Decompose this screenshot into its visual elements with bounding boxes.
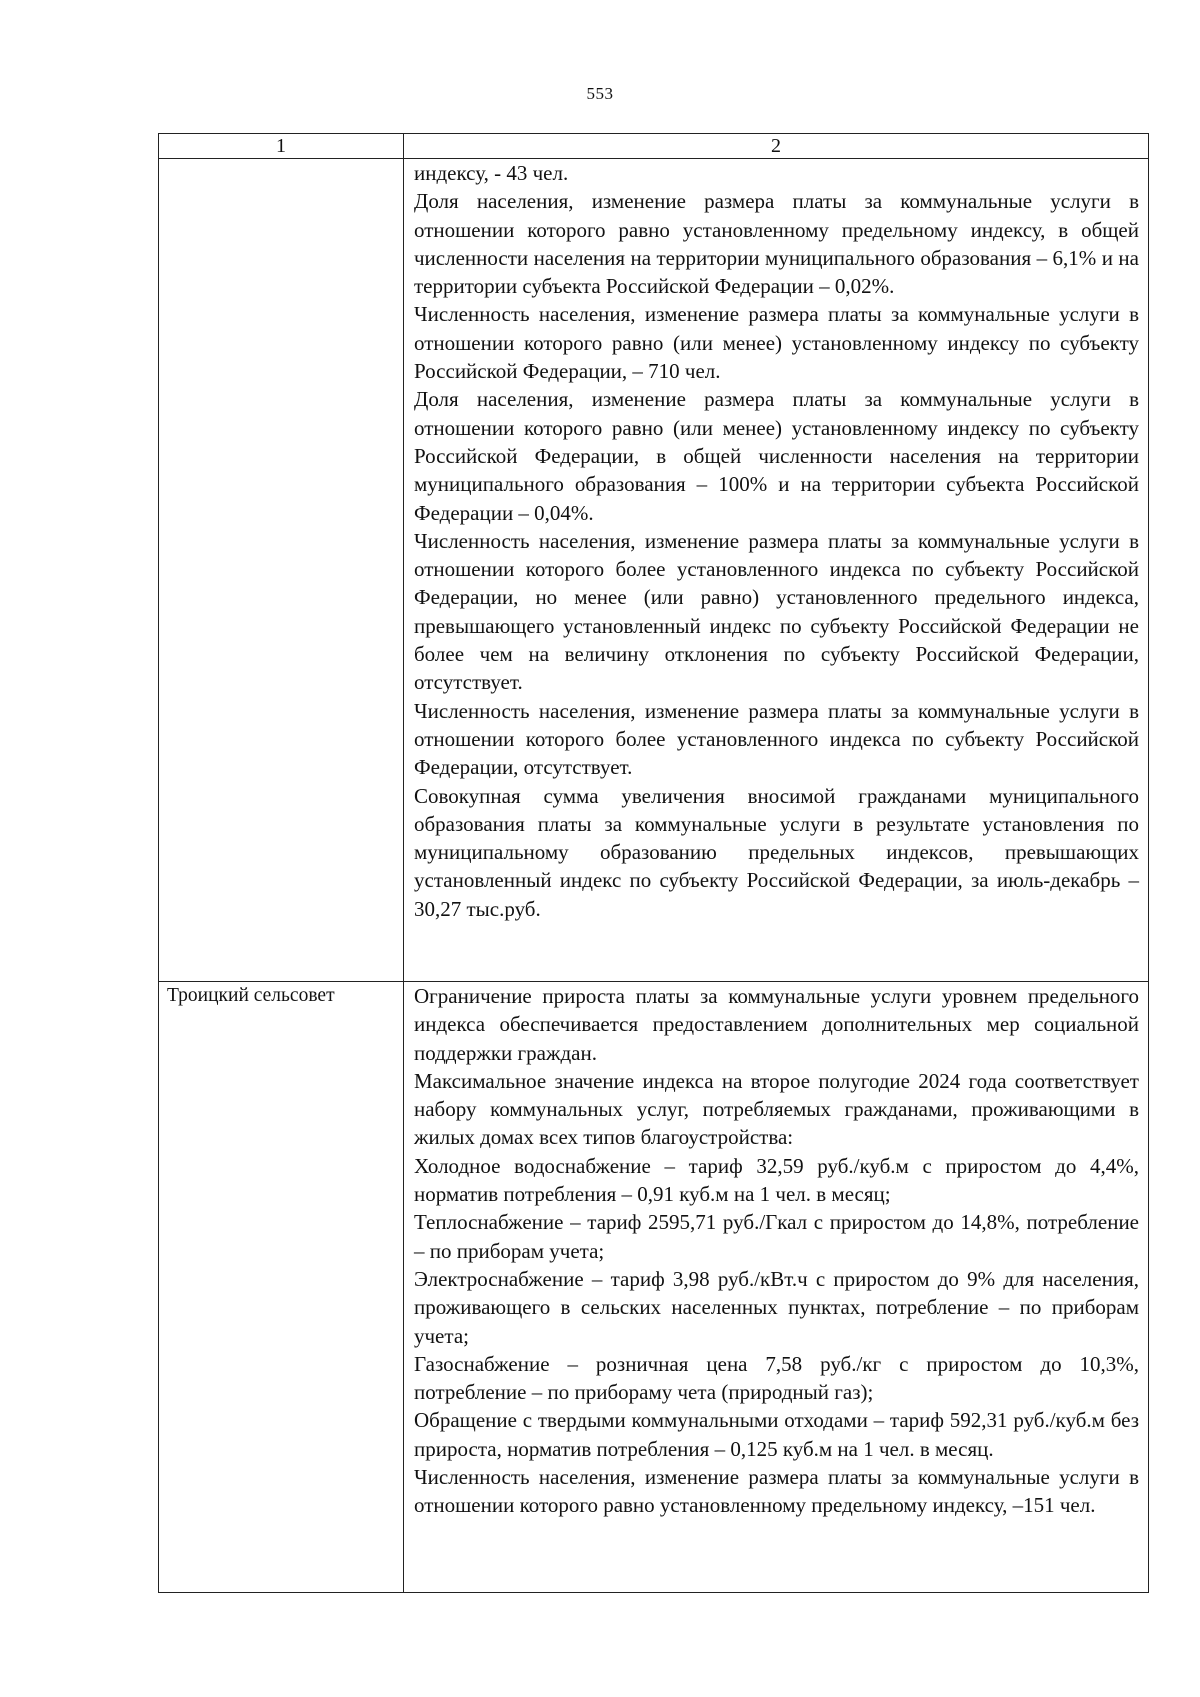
table-row [159,159,1149,982]
column-header-1: 1 [159,134,404,159]
paragraph: индексу, - 43 чел. [414,161,569,185]
description-cell [404,159,1149,982]
paragraph: Численность населения, изменение размера платы за коммунальные услуги в отношении которого равно (или менее) установленному индексу по субъекту Российской Федерации, – 710 чел. [414,302,1139,384]
table-row [159,982,1149,1593]
paragraph: Доля населения, изменение размера платы за коммунальные услуги в отношении которого равно установленному предельному индексу, в общей численности населения на территории муниципального образования – 6,1% и на территории субъекта Российской Федерации – 0,02%. [414,189,1139,299]
table-header-row [159,134,1149,159]
paragraph: Холодное водоснабжение – тариф 32,59 руб./куб.м с приростом до 4,4%, норматив потребления – 0,91 куб.м на 1 чел. в месяц; [414,1153,1139,1207]
municipality-cell [159,982,404,1593]
data-table [158,133,1149,1593]
description-cell [404,982,1149,1593]
paragraph: Совокупная сумма увеличения вносимой гражданами муниципального образования платы за коммунальные услуги в результате установления по муниципальному образованию предельных индексов, превышающих установленный индекс по субъекту Российской Федерации, за июль-декабрь – 30,27 тыс.руб. [414,783,1139,921]
paragraph: Обращение с твердыми коммунальными отходами – тариф 592,31 руб./куб.м без прироста, норматив потребления – 0,125 куб.м на 1 чел. в месяц. [414,1408,1139,1461]
paragraph: Газоснабжение – розничная цена 7,58 руб./кг с приростом до 10,3%, потребление – по прибораму чета (природный газ); [414,1351,1139,1405]
paragraph: Численность населения, изменение размера платы за коммунальные услуги в отношении которого более установленного индекса по субъекту Российской Федерации, отсутствует. [414,698,1139,780]
municipality-cell [159,159,404,982]
column-header-2: 2 [404,134,1149,159]
paragraph: Электроснабжение – тариф 3,98 руб./кВт.ч с приростом до 9% для населения, проживающего в сельских населенных пунктах, потребление – по приборам учета; [414,1266,1139,1348]
page-number: 553 [586,84,614,103]
paragraph: Ограничение прироста платы за коммунальные услуги уровнем предельного индекса обеспечивается предоставлением дополнительных мер социальной поддержки граждан. [414,984,1139,1065]
paragraph: Теплоснабжение – тариф 2595,71 руб./Гкал с приростом до 14,8%, потребление – по приборам учета; [414,1210,1139,1263]
paragraph: Доля населения, изменение размера платы за коммунальные услуги в отношении которого равно (или менее) установленному индексу по субъекту Российской Федерации, в общей численности населения на территории муниципального образования – 100% и на территории субъекта Российской Федерации – 0,04%. [414,387,1139,525]
municipality-name: Троицкий сельсовет [167,985,335,1006]
paragraph: Максимальное значение индекса на второе полугодие 2024 года соответствует набору коммунальных услуг, потребляемых гражданами, проживающими в жилых домах всех типов благоустройства: [414,1068,1139,1150]
paragraph: Численность населения, изменение размера платы за коммунальные услуги в отношении которого более установленного индекса по субъекту Российской Федерации, но менее (или равно) установленного предельного индекса, превышающего установленный индекс по субъекту Российской Федерации не более чем на величину отклонения по субъекту Российской Федерации, отсутствует. [414,528,1139,695]
paragraph: Численность населения, изменение размера платы за коммунальные услуги в отношении которого равно установленному предельному индексу, –151 чел. [414,1465,1139,1518]
